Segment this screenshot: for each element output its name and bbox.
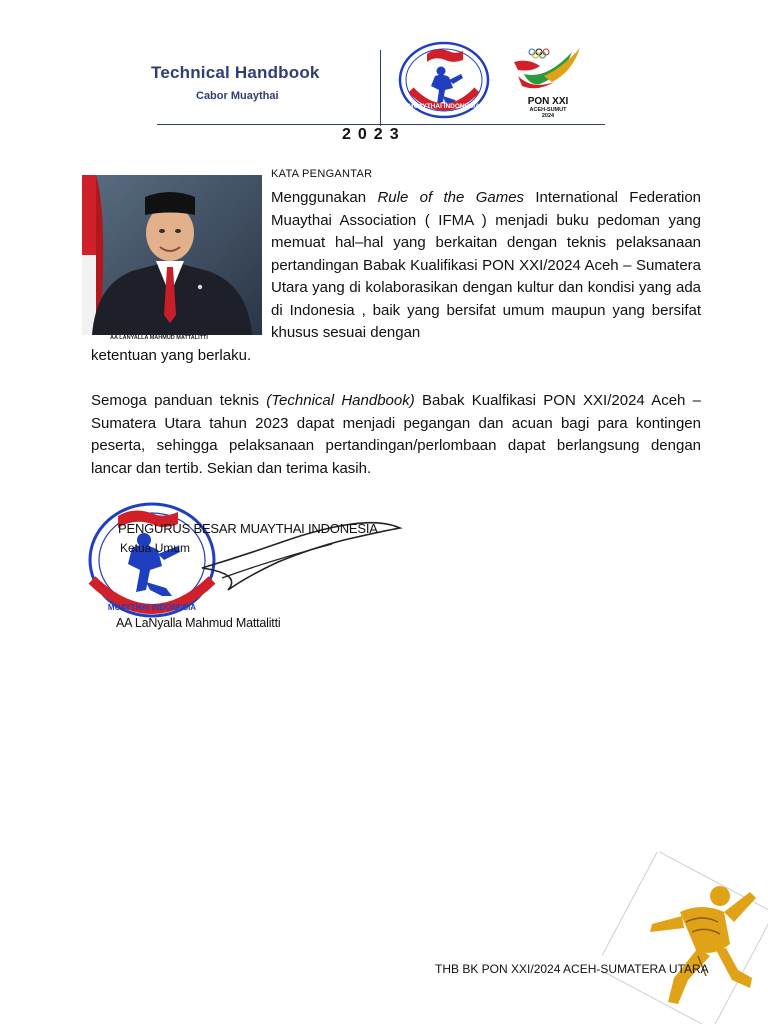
handbook-subtitle: Cabor Muaythai <box>196 90 279 102</box>
pon-logo-subtitle: ACEH-SUMUT <box>529 107 567 113</box>
muaythai-indonesia-logo <box>397 40 492 120</box>
signature-name: AA LaNyalla Mahmud Mattalitti <box>116 616 281 630</box>
footer-text: THB BK PON XXI/2024 ACEH-SUMATERA UTARA <box>435 962 709 976</box>
photo-caption: AA LANYALLA MAHMUD MATTALITTI <box>110 335 208 341</box>
header-divider-horizontal <box>157 124 605 125</box>
chairman-photo <box>82 175 262 335</box>
pon-logo-year: 2024 <box>541 113 555 119</box>
foreword-heading: KATA PENGANTAR <box>271 168 373 180</box>
foreword-paragraph-2: Semoga panduan teknis (Technical Handbook) Babak Kualfikasi PON XXI/2024 Aceh – Sumatera Utara tahun 2023 dapat menjadi pegangan dan acuan bagi para kontingen peserta, sehingga pelaksanaan pertandingan/perlombaan dapat berlangsung dengan lancar dan tertib. Sekian dan terima kasih. <box>91 392 701 477</box>
muaythai-logo-text: MUAYTHAI INDONESIA <box>408 103 480 110</box>
foreword-paragraph-1: Menggunakan Rule of the Games International Federation Muaythai Association ( IFMA ) menjadi buku pedoman yang memuat hal–hal yang berkaitan dengan teknis pelaksanaan pertandingan Babak Kualifikasi PON XXI/2024 Aceh – Sumatera Utara yang di kolaborasikan dengan kultur dan kondisi yang ada di Indonesia , baik yang bersifat umum maupun yang bersifat khusus sesuai dengan <box>271 189 702 341</box>
foreword-paragraph-1-tail: ketentuan yang berlaku. <box>91 347 252 364</box>
pon-logo-title: PON XXI <box>527 96 569 107</box>
handbook-year: 2023 <box>342 126 406 143</box>
signature-organization: PENGURUS BESAR MUAYTHAI INDONESIA <box>118 521 378 536</box>
signature-role: Ketua Umum <box>120 541 191 555</box>
stamp-text: MUAYTHAI INDONESIA <box>107 603 197 612</box>
footer-muaythai-fighter-logo <box>602 852 768 1024</box>
handbook-title: Technical Handbook <box>151 63 320 82</box>
header-divider-vertical <box>380 50 381 126</box>
